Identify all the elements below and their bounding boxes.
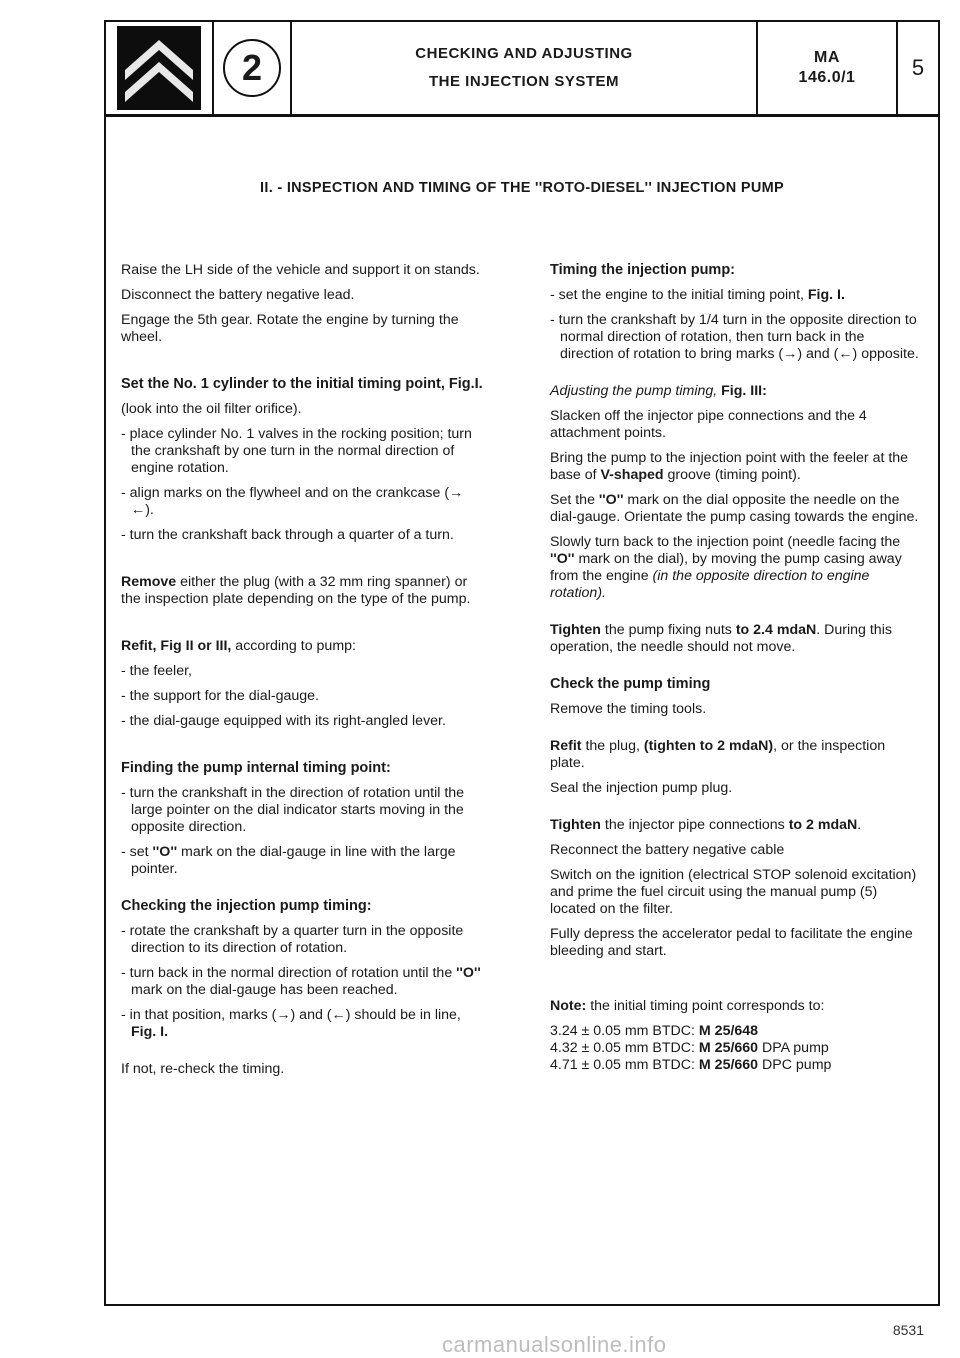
header-reference bbox=[758, 22, 898, 114]
list-item: - turn the crankshaft by 1/4 turn in the opposite direction to normal direction of rotation, then turn back in the direction of rotation to bring marks (→) and (←) opposite. bbox=[550, 312, 919, 362]
paragraph: Tighten the pump fixing nuts to 2.4 mdaN. During this operation, the needle should not move. bbox=[550, 622, 892, 655]
paragraph: Switch on the ignition (electrical STOP solenoid excitation) and prime the fuel circuit using the manual pump (5) located on the filter. bbox=[550, 867, 917, 917]
right-column bbox=[550, 262, 920, 1074]
paragraph: Engage the 5th gear. Rotate the engine by turning the wheel. bbox=[121, 312, 459, 345]
paragraph: Refit, Fig II or III, according to pump: bbox=[121, 638, 356, 654]
paragraph: Raise the LH side of the vehicle and support it on stands. bbox=[121, 262, 480, 278]
note: Note: the initial timing point corresponds to: bbox=[550, 998, 825, 1014]
header-ref-line1: MA bbox=[814, 49, 840, 66]
list-item: - align marks on the flywheel and on the crankcase (→ ←). bbox=[121, 485, 464, 518]
list-item: - rotate the crankshaft by a quarter turn in the opposite direction to its direction of rotation. bbox=[121, 923, 464, 956]
paragraph: (look into the oil filter orifice). bbox=[121, 401, 302, 417]
header-title-line2: THE INJECTION SYSTEM bbox=[428, 73, 620, 90]
paragraph: Bring the pump to the injection point with the feeler at the base of V-shaped groove (timing point). bbox=[550, 450, 909, 483]
paragraph: Slowly turn back to the injection point (needle facing the ''O'' mark on the dial), by moving the pump casing away from the engine (in the opposite direction to engine rotation). bbox=[550, 534, 902, 601]
paragraph: Tighten the injector pipe connections to 2 mdaN. bbox=[550, 817, 862, 833]
list-item: - place cylinder No. 1 valves in the rocking position; turn the crankshaft by one turn in the normal direction of engine rotation. bbox=[121, 426, 472, 476]
timing-value-row: 4.71 ± 0.05 mm BTDC: M 25/660 DPC pump bbox=[550, 1057, 832, 1073]
list-item: - in that position, marks (→) and (←) should be in line, Fig. I. bbox=[121, 1007, 461, 1040]
logo-cell bbox=[106, 22, 214, 114]
left-column bbox=[121, 262, 489, 1086]
section-number-cell bbox=[214, 22, 292, 114]
heading: Finding the pump internal timing point: bbox=[121, 760, 391, 776]
list-item: - set the engine to the initial timing point, Fig. I. bbox=[550, 287, 845, 303]
list-item: - set ''O'' mark on the dial-gauge in line with the large pointer. bbox=[121, 844, 456, 877]
timing-values bbox=[550, 1023, 920, 1074]
page-number: 5 bbox=[911, 55, 925, 80]
heading: Timing the injection pump: bbox=[550, 262, 736, 278]
paragraph: Fully depress the accelerator pedal to facilitate the engine bleeding and start. bbox=[550, 926, 913, 959]
timing-value-row: 3.24 ± 0.05 mm BTDC: M 25/648 bbox=[550, 1023, 759, 1039]
list-item: - the support for the dial-gauge. bbox=[121, 688, 319, 704]
paragraph: Adjusting the pump timing, Fig. III: bbox=[550, 383, 767, 399]
timing-value-row: 4.32 ± 0.05 mm BTDC: M 25/660 DPA pump bbox=[550, 1040, 829, 1056]
section-number: 2 bbox=[223, 39, 281, 97]
citroen-logo-icon bbox=[117, 26, 201, 110]
header-ref-line2: 146.0/1 bbox=[798, 69, 856, 86]
paragraph: Set the ''O'' mark on the dial opposite the needle on the dial-gauge. Orientate the pump casing towards the engine. bbox=[550, 492, 919, 525]
heading: Set the No. 1 cylinder to the initial timing point, Fig.I. bbox=[121, 376, 483, 392]
list-item: - turn the crankshaft in the direction of rotation until the large pointer on the dial indicator starts moving in the opposite direction. bbox=[121, 785, 465, 835]
list-item: - the dial-gauge equipped with its right-angled lever. bbox=[121, 713, 446, 729]
page-code: 8531 bbox=[892, 1322, 924, 1338]
header-title-line1: CHECKING AND ADJUSTING bbox=[415, 45, 633, 62]
paragraph: If not, re-check the timing. bbox=[121, 1061, 285, 1077]
header-title bbox=[292, 22, 758, 114]
list-item: - the feeler, bbox=[121, 663, 192, 679]
paragraph: Seal the injection pump plug. bbox=[550, 780, 733, 796]
watermark: carmanualsonline.info bbox=[442, 1332, 667, 1357]
paragraph: Refit the plug, (tighten to 2 mdaN), or the inspection plate. bbox=[550, 738, 886, 771]
paragraph: Remove the timing tools. bbox=[550, 701, 707, 717]
paragraph: Remove either the plug (with a 32 mm ring spanner) or the inspection plate depending on the type of the pump. bbox=[121, 574, 471, 607]
heading: Check the pump timing bbox=[550, 676, 711, 692]
section-title: II. - INSPECTION AND TIMING OF THE ''ROTO-DIESEL'' INJECTION PUMP bbox=[260, 180, 784, 196]
paragraph: Reconnect the battery negative cable bbox=[550, 842, 785, 858]
paragraph: Slacken off the injector pipe connections and the 4 attachment points. bbox=[550, 408, 867, 441]
list-item: - turn the crankshaft back through a quarter of a turn. bbox=[121, 527, 454, 543]
list-item: - turn back in the normal direction of rotation until the ''O'' mark on the dial-gauge has been reached. bbox=[121, 965, 481, 998]
heading: Checking the injection pump timing: bbox=[121, 898, 372, 914]
page-header bbox=[104, 20, 940, 117]
paragraph: Disconnect the battery negative lead. bbox=[121, 287, 355, 303]
